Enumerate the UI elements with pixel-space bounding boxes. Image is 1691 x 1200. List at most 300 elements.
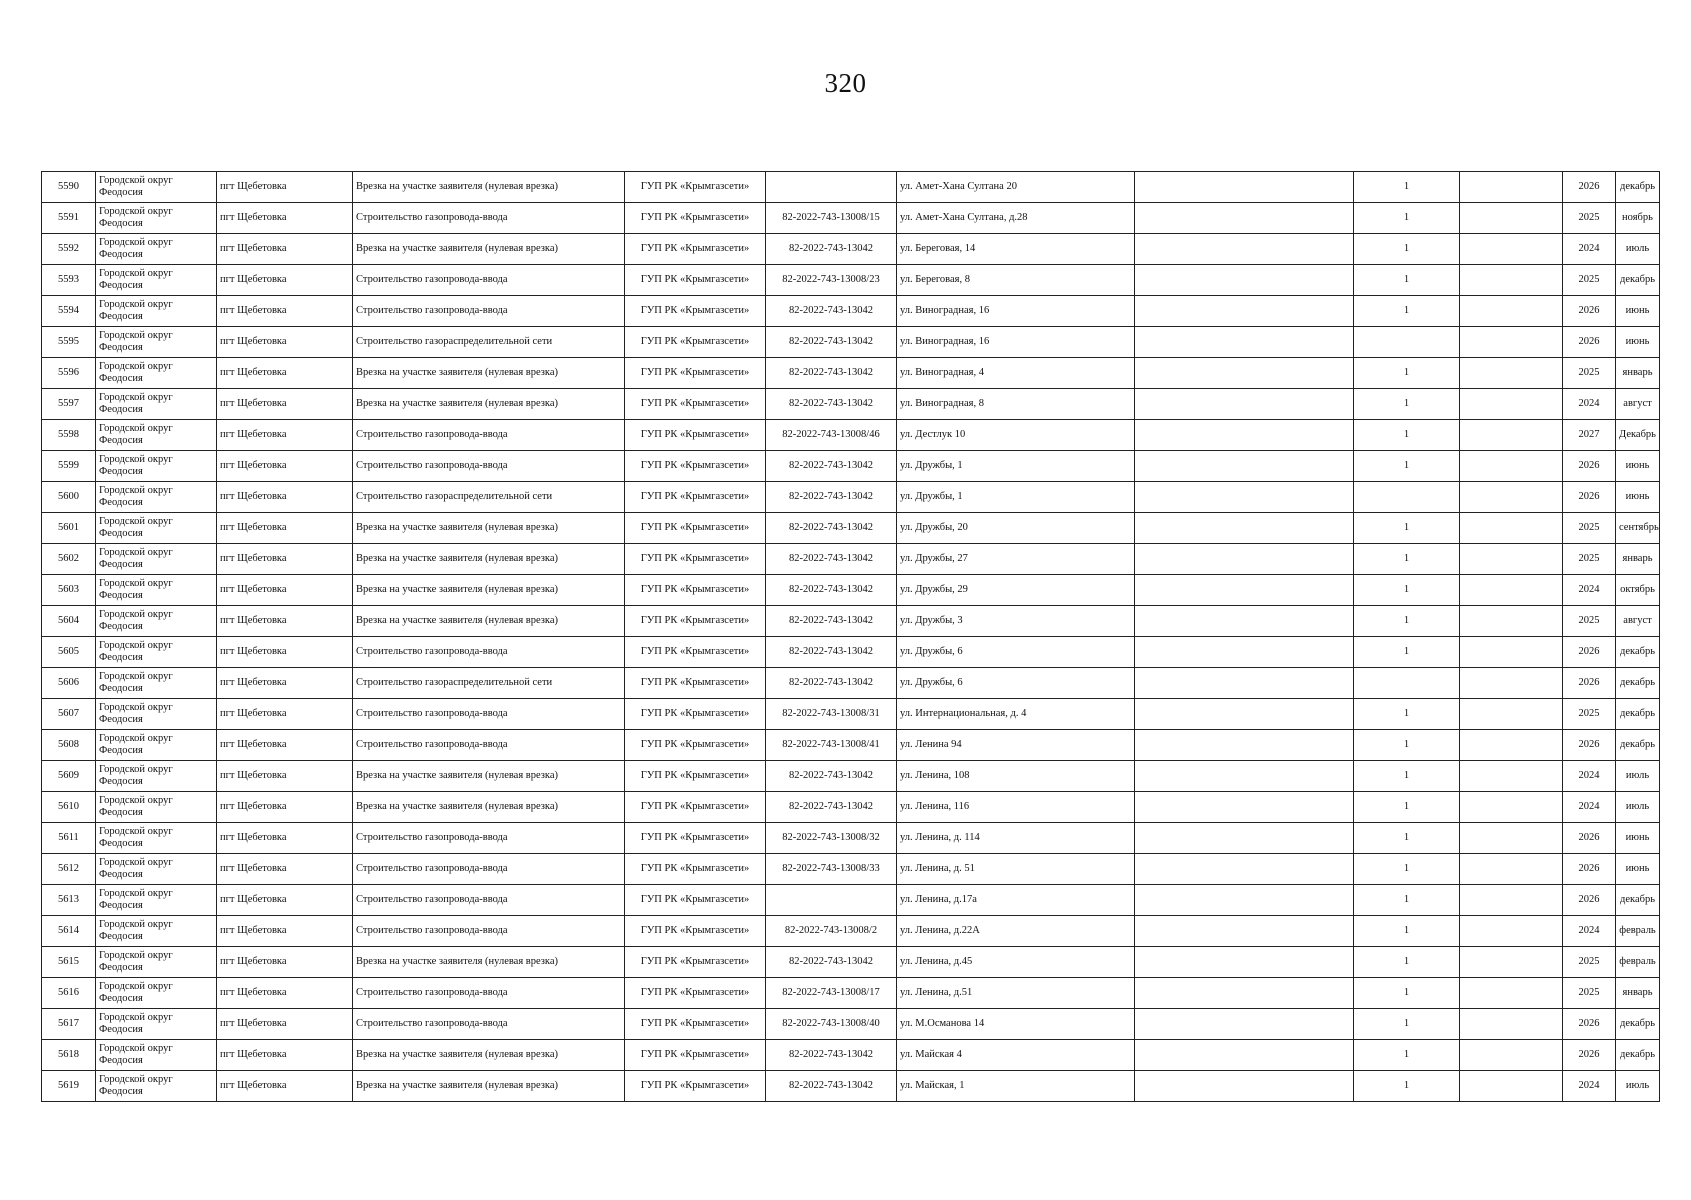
locality-cell: пгт Щебетовка	[217, 699, 353, 730]
organization-cell: ГУП РК «Крымгазсети»	[625, 978, 766, 1009]
district-cell: Городской округ Феодосия	[96, 513, 217, 544]
month-cell: ноябрь	[1616, 203, 1660, 234]
locality-cell: пгт Щебетовка	[217, 730, 353, 761]
district-cell: Городской округ Феодосия	[96, 916, 217, 947]
address-cell: ул. Ленина, 108	[897, 761, 1135, 792]
organization-cell: ГУП РК «Крымгазсети»	[625, 420, 766, 451]
work-type-cell: Врезка на участке заявителя (нулевая врезка)	[353, 575, 625, 606]
row-number: 5602	[42, 544, 96, 575]
work-type-cell: Строительство газопровода-ввода	[353, 823, 625, 854]
organization-cell: ГУП РК «Крымгазсети»	[625, 358, 766, 389]
month-cell: июнь	[1616, 482, 1660, 513]
row-number: 5617	[42, 1009, 96, 1040]
year-cell: 2026	[1563, 172, 1616, 203]
code-cell: 82-2022-743-13042	[766, 327, 897, 358]
district-cell: Городской округ Феодосия	[96, 420, 217, 451]
year-cell: 2024	[1563, 389, 1616, 420]
code-cell: 82-2022-743-13008/41	[766, 730, 897, 761]
row-number: 5616	[42, 978, 96, 1009]
quantity-cell: 1	[1354, 1009, 1460, 1040]
district-cell: Городской округ Феодосия	[96, 1040, 217, 1071]
work-type-cell: Строительство газопровода-ввода	[353, 420, 625, 451]
empty-cell	[1135, 358, 1354, 389]
organization-cell: ГУП РК «Крымгазсети»	[625, 451, 766, 482]
organization-cell: ГУП РК «Крымгазсети»	[625, 792, 766, 823]
quantity-cell: 1	[1354, 451, 1460, 482]
year-cell: 2026	[1563, 637, 1616, 668]
organization-cell: ГУП РК «Крымгазсети»	[625, 296, 766, 327]
table-row	[42, 296, 1660, 327]
table-row	[42, 761, 1660, 792]
row-number: 5591	[42, 203, 96, 234]
locality-cell: пгт Щебетовка	[217, 358, 353, 389]
code-cell: 82-2022-743-13042	[766, 668, 897, 699]
address-cell: ул. Дружбы, 20	[897, 513, 1135, 544]
empty-cell	[1460, 792, 1563, 823]
empty-cell	[1135, 575, 1354, 606]
organization-cell: ГУП РК «Крымгазсети»	[625, 265, 766, 296]
district-cell: Городской округ Феодосия	[96, 296, 217, 327]
district-cell: Городской округ Феодосия	[96, 1071, 217, 1102]
row-number: 5601	[42, 513, 96, 544]
works-table	[41, 171, 1660, 1102]
locality-cell: пгт Щебетовка	[217, 203, 353, 234]
empty-cell	[1135, 730, 1354, 761]
address-cell: ул. Дружбы, 27	[897, 544, 1135, 575]
quantity-cell: 1	[1354, 792, 1460, 823]
table-row	[42, 947, 1660, 978]
month-cell: январь	[1616, 978, 1660, 1009]
year-cell: 2024	[1563, 916, 1616, 947]
work-type-cell: Врезка на участке заявителя (нулевая врезка)	[353, 513, 625, 544]
empty-cell	[1460, 606, 1563, 637]
district-cell: Городской округ Феодосия	[96, 389, 217, 420]
code-cell: 82-2022-743-13008/17	[766, 978, 897, 1009]
page-number: 320	[824, 68, 867, 98]
work-type-cell: Врезка на участке заявителя (нулевая врезка)	[353, 358, 625, 389]
empty-cell	[1135, 823, 1354, 854]
empty-cell	[1460, 544, 1563, 575]
table-row	[42, 234, 1660, 265]
quantity-cell: 1	[1354, 1040, 1460, 1071]
table-row	[42, 668, 1660, 699]
empty-cell	[1135, 668, 1354, 699]
code-cell: 82-2022-743-13008/33	[766, 854, 897, 885]
quantity-cell: 1	[1354, 761, 1460, 792]
quantity-cell	[1354, 668, 1460, 699]
code-cell: 82-2022-743-13042	[766, 234, 897, 265]
table-row	[42, 203, 1660, 234]
empty-cell	[1135, 482, 1354, 513]
quantity-cell: 1	[1354, 296, 1460, 327]
quantity-cell: 1	[1354, 265, 1460, 296]
district-cell: Городской округ Феодосия	[96, 730, 217, 761]
work-type-cell: Строительство газопровода-ввода	[353, 885, 625, 916]
row-number: 5608	[42, 730, 96, 761]
locality-cell: пгт Щебетовка	[217, 234, 353, 265]
organization-cell: ГУП РК «Крымгазсети»	[625, 668, 766, 699]
district-cell: Городской округ Феодосия	[96, 792, 217, 823]
empty-cell	[1135, 1009, 1354, 1040]
work-type-cell: Строительство газопровода-ввода	[353, 637, 625, 668]
empty-cell	[1135, 792, 1354, 823]
month-cell: декабрь	[1616, 1040, 1660, 1071]
work-type-cell: Врезка на участке заявителя (нулевая врезка)	[353, 606, 625, 637]
work-type-cell: Врезка на участке заявителя (нулевая врезка)	[353, 947, 625, 978]
table-row	[42, 451, 1660, 482]
address-cell: ул. Виноградная, 4	[897, 358, 1135, 389]
empty-cell	[1135, 854, 1354, 885]
organization-cell: ГУП РК «Крымгазсети»	[625, 172, 766, 203]
locality-cell: пгт Щебетовка	[217, 606, 353, 637]
organization-cell: ГУП РК «Крымгазсети»	[625, 730, 766, 761]
empty-cell	[1460, 854, 1563, 885]
code-cell: 82-2022-743-13008/31	[766, 699, 897, 730]
month-cell: июнь	[1616, 823, 1660, 854]
empty-cell	[1460, 203, 1563, 234]
locality-cell: пгт Щебетовка	[217, 172, 353, 203]
organization-cell: ГУП РК «Крымгазсети»	[625, 916, 766, 947]
month-cell: июнь	[1616, 327, 1660, 358]
quantity-cell: 1	[1354, 172, 1460, 203]
district-cell: Городской округ Феодосия	[96, 606, 217, 637]
work-type-cell: Строительство газораспределительной сети	[353, 482, 625, 513]
district-cell: Городской округ Феодосия	[96, 358, 217, 389]
organization-cell: ГУП РК «Крымгазсети»	[625, 234, 766, 265]
locality-cell: пгт Щебетовка	[217, 420, 353, 451]
district-cell: Городской округ Феодосия	[96, 327, 217, 358]
address-cell: ул. Ленина 94	[897, 730, 1135, 761]
organization-cell: ГУП РК «Крымгазсети»	[625, 203, 766, 234]
month-cell: декабрь	[1616, 1009, 1660, 1040]
year-cell: 2026	[1563, 296, 1616, 327]
row-number: 5595	[42, 327, 96, 358]
work-type-cell: Строительство газораспределительной сети	[353, 327, 625, 358]
work-type-cell: Врезка на участке заявителя (нулевая врезка)	[353, 389, 625, 420]
table-row	[42, 885, 1660, 916]
empty-cell	[1460, 730, 1563, 761]
address-cell: ул. Амет-Хана Султана, д.28	[897, 203, 1135, 234]
empty-cell	[1135, 978, 1354, 1009]
organization-cell: ГУП РК «Крымгазсети»	[625, 575, 766, 606]
table-row	[42, 699, 1660, 730]
empty-cell	[1135, 265, 1354, 296]
address-cell: ул. Виноградная, 16	[897, 296, 1135, 327]
table-row	[42, 637, 1660, 668]
empty-cell	[1135, 389, 1354, 420]
quantity-cell: 1	[1354, 885, 1460, 916]
code-cell: 82-2022-743-13042	[766, 1071, 897, 1102]
empty-cell	[1135, 544, 1354, 575]
work-type-cell: Врезка на участке заявителя (нулевая врезка)	[353, 761, 625, 792]
code-cell: 82-2022-743-13042	[766, 637, 897, 668]
work-type-cell: Строительство газораспределительной сети	[353, 668, 625, 699]
work-type-cell: Врезка на участке заявителя (нулевая врезка)	[353, 234, 625, 265]
code-cell: 82-2022-743-13042	[766, 296, 897, 327]
year-cell: 2025	[1563, 544, 1616, 575]
table-row	[42, 823, 1660, 854]
district-cell: Городской округ Феодосия	[96, 544, 217, 575]
quantity-cell: 1	[1354, 575, 1460, 606]
row-number: 5592	[42, 234, 96, 265]
code-cell: 82-2022-743-13042	[766, 575, 897, 606]
quantity-cell: 1	[1354, 637, 1460, 668]
quantity-cell: 1	[1354, 420, 1460, 451]
work-type-cell: Строительство газопровода-ввода	[353, 1009, 625, 1040]
table-row	[42, 606, 1660, 637]
quantity-cell: 1	[1354, 823, 1460, 854]
row-number: 5606	[42, 668, 96, 699]
table-row	[42, 327, 1660, 358]
quantity-cell: 1	[1354, 978, 1460, 1009]
code-cell: 82-2022-743-13008/2	[766, 916, 897, 947]
work-type-cell: Строительство газопровода-ввода	[353, 203, 625, 234]
address-cell: ул. Береговая, 14	[897, 234, 1135, 265]
address-cell: ул. Ленина, д.51	[897, 978, 1135, 1009]
address-cell: ул. Дружбы, 1	[897, 451, 1135, 482]
locality-cell: пгт Щебетовка	[217, 885, 353, 916]
empty-cell	[1135, 451, 1354, 482]
empty-cell	[1460, 420, 1563, 451]
table-row	[42, 358, 1660, 389]
code-cell: 82-2022-743-13042	[766, 389, 897, 420]
work-type-cell: Строительство газопровода-ввода	[353, 916, 625, 947]
locality-cell: пгт Щебетовка	[217, 668, 353, 699]
code-cell: 82-2022-743-13008/46	[766, 420, 897, 451]
month-cell: сентябрь	[1616, 513, 1660, 544]
address-cell: ул. Интернациональная, д. 4	[897, 699, 1135, 730]
work-type-cell: Строительство газопровода-ввода	[353, 265, 625, 296]
district-cell: Городской округ Феодосия	[96, 668, 217, 699]
locality-cell: пгт Щебетовка	[217, 1040, 353, 1071]
year-cell: 2025	[1563, 947, 1616, 978]
month-cell: июнь	[1616, 296, 1660, 327]
year-cell: 2024	[1563, 792, 1616, 823]
row-number: 5604	[42, 606, 96, 637]
row-number: 5619	[42, 1071, 96, 1102]
empty-cell	[1135, 327, 1354, 358]
organization-cell: ГУП РК «Крымгазсети»	[625, 544, 766, 575]
quantity-cell	[1354, 482, 1460, 513]
locality-cell: пгт Щебетовка	[217, 389, 353, 420]
address-cell: ул. Ленина, д. 51	[897, 854, 1135, 885]
empty-cell	[1135, 172, 1354, 203]
row-number: 5614	[42, 916, 96, 947]
year-cell: 2024	[1563, 761, 1616, 792]
month-cell: январь	[1616, 544, 1660, 575]
locality-cell: пгт Щебетовка	[217, 637, 353, 668]
empty-cell	[1460, 451, 1563, 482]
locality-cell: пгт Щебетовка	[217, 451, 353, 482]
organization-cell: ГУП РК «Крымгазсети»	[625, 854, 766, 885]
quantity-cell: 1	[1354, 389, 1460, 420]
quantity-cell: 1	[1354, 358, 1460, 389]
empty-cell	[1135, 699, 1354, 730]
district-cell: Городской округ Феодосия	[96, 699, 217, 730]
district-cell: Городской округ Феодосия	[96, 575, 217, 606]
empty-cell	[1135, 606, 1354, 637]
organization-cell: ГУП РК «Крымгазсети»	[625, 637, 766, 668]
district-cell: Городской округ Феодосия	[96, 761, 217, 792]
work-type-cell: Строительство газопровода-ввода	[353, 699, 625, 730]
district-cell: Городской округ Феодосия	[96, 854, 217, 885]
month-cell: Декабрь	[1616, 420, 1660, 451]
month-cell: июнь	[1616, 854, 1660, 885]
quantity-cell: 1	[1354, 544, 1460, 575]
empty-cell	[1460, 947, 1563, 978]
address-cell: ул. Дружбы, 6	[897, 668, 1135, 699]
work-type-cell: Строительство газопровода-ввода	[353, 854, 625, 885]
code-cell	[766, 172, 897, 203]
empty-cell	[1460, 389, 1563, 420]
year-cell: 2025	[1563, 978, 1616, 1009]
empty-cell	[1460, 513, 1563, 544]
row-number: 5618	[42, 1040, 96, 1071]
locality-cell: пгт Щебетовка	[217, 916, 353, 947]
empty-cell	[1460, 637, 1563, 668]
month-cell: январь	[1616, 358, 1660, 389]
code-cell: 82-2022-743-13042	[766, 1040, 897, 1071]
row-number: 5600	[42, 482, 96, 513]
year-cell: 2026	[1563, 327, 1616, 358]
quantity-cell: 1	[1354, 606, 1460, 637]
code-cell: 82-2022-743-13042	[766, 358, 897, 389]
quantity-cell: 1	[1354, 854, 1460, 885]
address-cell: ул. Ленина, д. 114	[897, 823, 1135, 854]
address-cell: ул. Дестлук 10	[897, 420, 1135, 451]
empty-cell	[1460, 575, 1563, 606]
address-cell: ул. Виноградная, 16	[897, 327, 1135, 358]
empty-cell	[1135, 1040, 1354, 1071]
year-cell: 2025	[1563, 265, 1616, 296]
quantity-cell: 1	[1354, 916, 1460, 947]
organization-cell: ГУП РК «Крымгазсети»	[625, 482, 766, 513]
work-type-cell: Врезка на участке заявителя (нулевая врезка)	[353, 792, 625, 823]
organization-cell: ГУП РК «Крымгазсети»	[625, 699, 766, 730]
table-row	[42, 1009, 1660, 1040]
year-cell: 2026	[1563, 1009, 1616, 1040]
row-number: 5607	[42, 699, 96, 730]
row-number: 5594	[42, 296, 96, 327]
quantity-cell: 1	[1354, 699, 1460, 730]
empty-cell	[1460, 885, 1563, 916]
row-number: 5597	[42, 389, 96, 420]
work-type-cell: Врезка на участке заявителя (нулевая врезка)	[353, 544, 625, 575]
organization-cell: ГУП РК «Крымгазсети»	[625, 606, 766, 637]
organization-cell: ГУП РК «Крымгазсети»	[625, 327, 766, 358]
month-cell: декабрь	[1616, 265, 1660, 296]
district-cell: Городской округ Феодосия	[96, 1009, 217, 1040]
empty-cell	[1135, 420, 1354, 451]
month-cell: август	[1616, 606, 1660, 637]
empty-cell	[1135, 513, 1354, 544]
work-type-cell: Строительство газопровода-ввода	[353, 730, 625, 761]
table-row	[42, 1040, 1660, 1071]
row-number: 5610	[42, 792, 96, 823]
table-row	[42, 513, 1660, 544]
row-number: 5598	[42, 420, 96, 451]
organization-cell: ГУП РК «Крымгазсети»	[625, 823, 766, 854]
row-number: 5611	[42, 823, 96, 854]
work-type-cell: Строительство газопровода-ввода	[353, 451, 625, 482]
empty-cell	[1460, 1071, 1563, 1102]
month-cell: декабрь	[1616, 668, 1660, 699]
quantity-cell: 1	[1354, 1071, 1460, 1102]
empty-cell	[1135, 203, 1354, 234]
empty-cell	[1135, 916, 1354, 947]
locality-cell: пгт Щебетовка	[217, 327, 353, 358]
empty-cell	[1460, 482, 1563, 513]
month-cell: июль	[1616, 792, 1660, 823]
district-cell: Городской округ Феодосия	[96, 885, 217, 916]
month-cell: июнь	[1616, 451, 1660, 482]
address-cell: ул. Дружбы, 1	[897, 482, 1135, 513]
table-row	[42, 172, 1660, 203]
year-cell: 2025	[1563, 358, 1616, 389]
month-cell: октябрь	[1616, 575, 1660, 606]
row-number: 5599	[42, 451, 96, 482]
district-cell: Городской округ Феодосия	[96, 451, 217, 482]
code-cell: 82-2022-743-13042	[766, 544, 897, 575]
table-row	[42, 792, 1660, 823]
locality-cell: пгт Щебетовка	[217, 978, 353, 1009]
table-row	[42, 420, 1660, 451]
empty-cell	[1460, 296, 1563, 327]
empty-cell	[1460, 172, 1563, 203]
empty-cell	[1135, 234, 1354, 265]
month-cell: июль	[1616, 1071, 1660, 1102]
table-body	[42, 172, 1660, 1102]
month-cell: август	[1616, 389, 1660, 420]
row-number: 5613	[42, 885, 96, 916]
year-cell: 2026	[1563, 482, 1616, 513]
work-type-cell: Строительство газопровода-ввода	[353, 296, 625, 327]
address-cell: ул. Ленина, д.17а	[897, 885, 1135, 916]
month-cell: декабрь	[1616, 637, 1660, 668]
locality-cell: пгт Щебетовка	[217, 265, 353, 296]
table-row	[42, 544, 1660, 575]
month-cell: июль	[1616, 761, 1660, 792]
district-cell: Городской округ Феодосия	[96, 823, 217, 854]
table-row	[42, 265, 1660, 296]
year-cell: 2025	[1563, 203, 1616, 234]
empty-cell	[1460, 761, 1563, 792]
code-cell: 82-2022-743-13008/40	[766, 1009, 897, 1040]
code-cell: 82-2022-743-13042	[766, 451, 897, 482]
table-row	[42, 978, 1660, 1009]
code-cell	[766, 885, 897, 916]
locality-cell: пгт Щебетовка	[217, 823, 353, 854]
organization-cell: ГУП РК «Крымгазсети»	[625, 1071, 766, 1102]
organization-cell: ГУП РК «Крымгазсети»	[625, 389, 766, 420]
month-cell: февраль	[1616, 916, 1660, 947]
row-number: 5603	[42, 575, 96, 606]
code-cell: 82-2022-743-13042	[766, 761, 897, 792]
code-cell: 82-2022-743-13008/15	[766, 203, 897, 234]
month-cell: декабрь	[1616, 730, 1660, 761]
locality-cell: пгт Щебетовка	[217, 296, 353, 327]
address-cell: ул. Майская, 1	[897, 1071, 1135, 1102]
quantity-cell	[1354, 327, 1460, 358]
year-cell: 2025	[1563, 513, 1616, 544]
code-cell: 82-2022-743-13042	[766, 947, 897, 978]
address-cell: ул. М.Османова 14	[897, 1009, 1135, 1040]
organization-cell: ГУП РК «Крымгазсети»	[625, 885, 766, 916]
month-cell: декабрь	[1616, 172, 1660, 203]
organization-cell: ГУП РК «Крымгазсети»	[625, 513, 766, 544]
year-cell: 2024	[1563, 575, 1616, 606]
empty-cell	[1460, 234, 1563, 265]
